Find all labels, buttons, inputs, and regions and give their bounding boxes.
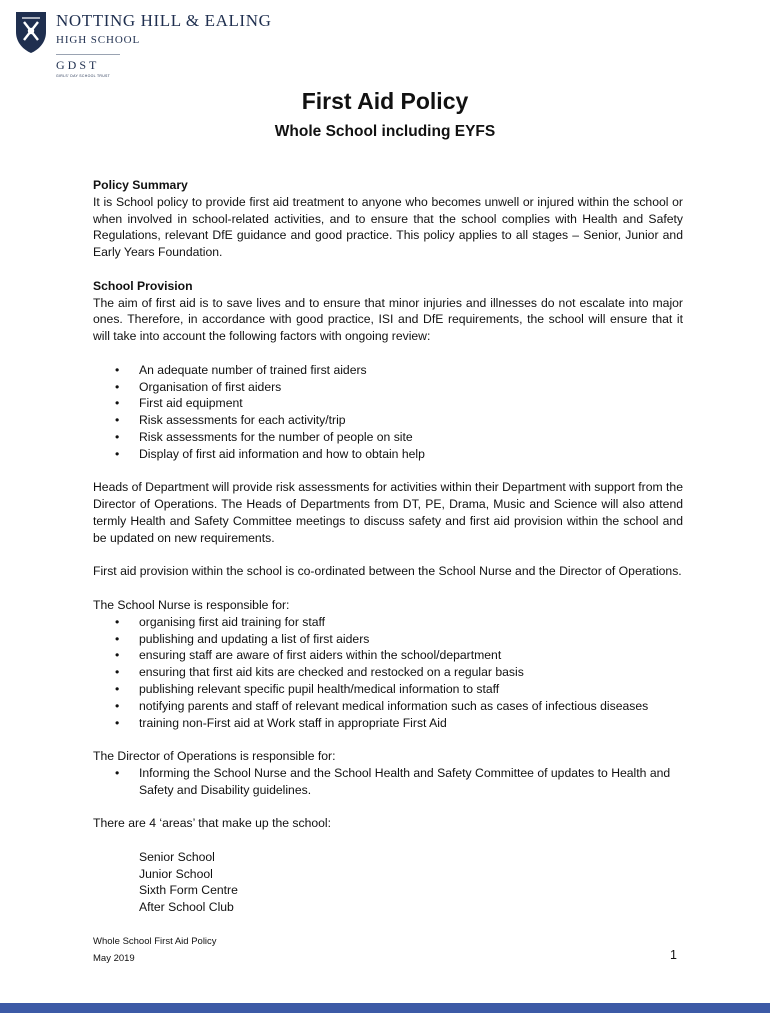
- list-item: • Informing the School Nurse and the School Health and Safety Committee of updates to Health and Safety and Disability guidelines.: [93, 765, 683, 799]
- list-item: • training non-First aid at Work staff in appropriate First Aid: [93, 715, 683, 732]
- coordination-paragraph: First aid provision within the school is co-ordinated between the School Nurse and the Director of Operations.: [93, 564, 682, 579]
- director-responsibilities-list: [93, 765, 683, 799]
- page-subtitle: Whole School including EYFS: [274, 123, 496, 140]
- list-item: • notifying parents and staff of relevant medical information such as cases of infectious diseases: [93, 698, 683, 715]
- page-number: 1: [670, 948, 677, 962]
- school-crest-icon: [14, 10, 48, 54]
- list-item: • ensuring that first aid kits are checked and restocked on a regular basis: [93, 664, 683, 681]
- trust-logo-text: GDST: [56, 58, 100, 72]
- provision-paragraph: The aim of first aid is to save lives and to ensure that minor injuries and illnesses do not escalate into major ones. Therefore, in accordance with good practice, ISI and DfE requirements, the school will ensure that it will take into account the following factors with ongoing review:: [93, 295, 683, 344]
- list-item: • First aid equipment: [93, 395, 683, 412]
- school-subtitle: HIGH SCHOOL: [56, 34, 141, 46]
- list-item: • Risk assessments for the number of people on site: [93, 429, 683, 446]
- area-item: Senior School: [139, 849, 215, 864]
- list-item: • An adequate number of trained first aiders: [93, 362, 683, 379]
- director-intro: The Director of Operations is responsible for:: [93, 749, 336, 764]
- bottom-color-bar: [0, 1003, 770, 1013]
- list-item: • Risk assessments for each activity/trip: [93, 412, 683, 429]
- area-item: Sixth Form Centre: [139, 883, 238, 898]
- summary-heading: Policy Summary: [93, 178, 188, 192]
- school-header: [14, 8, 314, 78]
- factors-list: [93, 362, 683, 463]
- header-divider: [56, 54, 120, 55]
- heads-paragraph: Heads of Department will provide risk assessments for activities within their Department with support from the Director of Operations. The Heads of Departments from DT, PE, Drama, Music and Science will also attend termly Health and Safety Committee meetings to discuss safety and first aid provision within the school and be updated on new requirements.: [93, 480, 683, 545]
- nurse-intro: The School Nurse is responsible for:: [93, 597, 290, 612]
- page-title: First Aid Policy: [301, 88, 469, 114]
- areas-intro: There are 4 ‘areas’ that make up the school:: [93, 816, 332, 831]
- list-item: • ensuring staff are aware of first aiders within the school/department: [93, 647, 683, 664]
- list-item: • Organisation of first aiders: [93, 379, 683, 396]
- trust-full-name: GIRLS' DAY SCHOOL TRUST: [56, 74, 111, 78]
- list-item: • publishing and updating a list of first aiders: [93, 631, 683, 648]
- school-name: NOTTING HILL & EALING: [56, 11, 272, 30]
- nurse-responsibilities-list: [93, 614, 683, 732]
- list-item: • organising first aid training for staff: [93, 614, 683, 631]
- list-item: • Display of first aid information and how to obtain help: [93, 446, 683, 463]
- summary-paragraph: It is School policy to provide first aid treatment to anyone who becomes unwell or injured within the school or when involved in school-related activities, and to ensure that the school complies with Health and Safety Regulations, relevant DfE guidance and good practice. This policy applies to all stages – Senior, Junior and Early Years Foundation.: [93, 194, 683, 260]
- document-body: [93, 177, 683, 916]
- footer-document-name: Whole School First Aid Policy: [93, 936, 217, 947]
- footer-date: May 2019: [93, 953, 135, 964]
- list-item: • publishing relevant specific pupil health/medical information to staff: [93, 681, 683, 698]
- provision-heading: School Provision: [93, 278, 193, 293]
- area-item: After School Club: [139, 900, 234, 915]
- area-item: Junior School: [139, 866, 213, 881]
